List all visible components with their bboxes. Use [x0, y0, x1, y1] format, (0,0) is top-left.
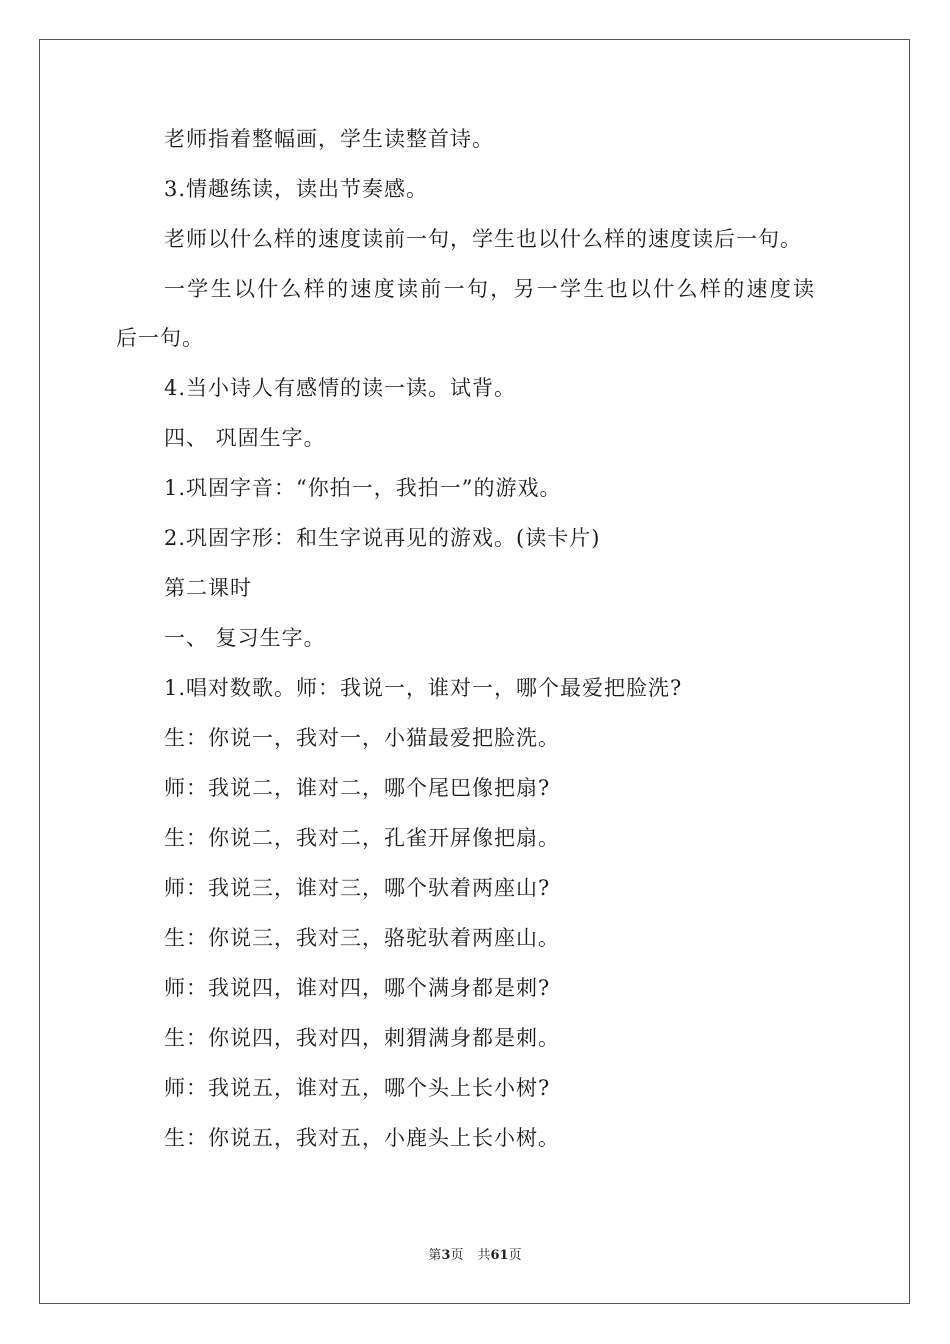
paragraph: 老师指着整幅画，学生读整首诗。 — [164, 127, 494, 151]
section-heading: 一、 复习生字。 — [164, 626, 326, 650]
paragraph: 老师以什么样的速度读前一句，学生也以什么样的速度读后一句。 — [164, 227, 802, 251]
dialogue-line: 生：你说五，我对五，小鹿头上长小树。 — [164, 1126, 560, 1150]
dialogue-line: 生：你说一，我对一，小猫最爱把脸洗。 — [164, 726, 560, 750]
paragraph: 4.当小诗人有感情的读一读。试背。 — [164, 376, 517, 400]
document-body — [0, 127, 950, 1176]
paragraph: 1.唱对数歌。师：我说一，谁对一，哪个最爱把脸洗? — [164, 676, 683, 700]
dialogue-line: 生：你说四，我对四，刺猬满身都是刺。 — [164, 1026, 560, 1050]
paragraph-continuation: 后一句。 — [116, 326, 204, 350]
paragraph: 1.巩固字音：“你拍一，我拍一”的游戏。 — [164, 476, 562, 500]
total-prefix: 共 — [477, 1248, 491, 1263]
page-suffix: 页 — [450, 1248, 464, 1263]
dialogue-line: 师：我说三，谁对三，哪个驮着两座山? — [164, 876, 551, 900]
paragraph: 一学生以什么样的速度读前一句，另一学生也以什么样的速度读 — [164, 277, 817, 301]
dialogue-line: 师：我说五，谁对五，哪个头上长小树? — [164, 1076, 551, 1100]
dialogue-line: 师：我说二，谁对二，哪个尾巴像把扇? — [164, 776, 551, 800]
paragraph: 2.巩固字形：和生字说再见的游戏。(读卡片) — [164, 526, 601, 550]
page-footer — [0, 1248, 950, 1264]
section-heading: 四、 巩固生字。 — [164, 426, 326, 450]
paragraph: 3.情趣练读，读出节奏感。 — [164, 177, 429, 201]
page-number: 3 — [441, 1248, 451, 1263]
dialogue-line: 师：我说四，谁对四，哪个满身都是刺? — [164, 976, 551, 1000]
dialogue-line: 生：你说二，我对二，孔雀开屏像把扇。 — [164, 826, 560, 850]
total-pages: 61 — [490, 1248, 509, 1263]
section-heading: 第二课时 — [164, 576, 252, 600]
total-suffix: 页 — [508, 1248, 522, 1263]
page-prefix: 第 — [428, 1248, 442, 1263]
dialogue-line: 生：你说三，我对三，骆驼驮着两座山。 — [164, 926, 560, 950]
